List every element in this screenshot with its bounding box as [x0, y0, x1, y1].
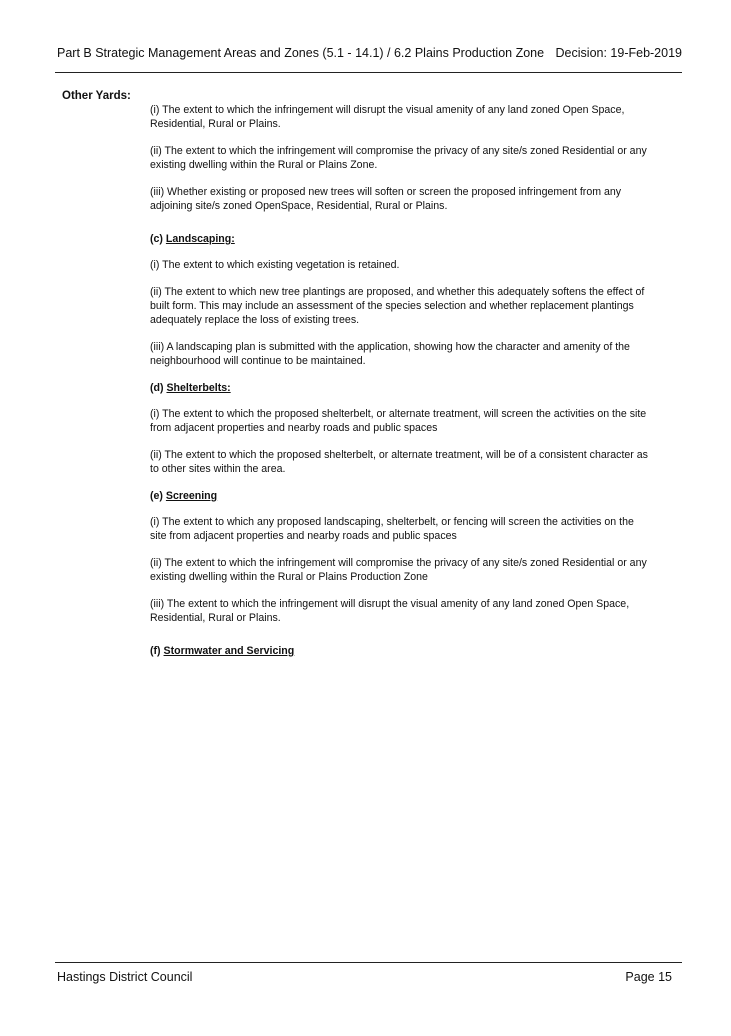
other-yards-label: Other Yards: — [62, 90, 131, 102]
stormwater-heading — [150, 644, 650, 658]
landscaping-item: (iii) A landscaping plan is submitted with the application, showing how the character and amenity of the neighbourhood will continue to be maintained. — [150, 341, 630, 367]
shelterbelts-heading — [150, 381, 650, 395]
screening-heading — [150, 489, 650, 503]
shelterbelts-item: (ii) The extent to which the proposed shelterbelt, or alternate treatment, will be of a consistent character as to other sites within the area. — [150, 449, 648, 475]
landscaping-item: (ii) The extent to which new tree plantings are proposed, and whether this adequately softens the effect of built form. This may include an assessment of the species selection and whether replacement plantings adequately replace the loss of existing trees. — [150, 286, 645, 326]
header-divider — [55, 72, 682, 73]
landscaping-heading — [150, 232, 650, 246]
shelterbelts-title: Shelterbelts: — [166, 382, 231, 394]
shelterbelts-item: (i) The extent to which the proposed shelterbelt, or alternate treatment, will screen the activities on the site from adjacent properties and nearby roads and public spaces — [150, 408, 647, 434]
page-footer — [57, 970, 672, 984]
other-yards-item: (ii) The extent to which the infringement will compromise the privacy of any site/s zoned Residential or any existing dwelling within the Rural or Plains Zone. — [150, 145, 647, 171]
screening-number: (e) — [150, 490, 163, 502]
footer-organization: Hastings District Council — [57, 970, 193, 984]
stormwater-title: Stormwater and Servicing — [163, 645, 295, 657]
landscaping-section — [150, 232, 650, 368]
landscaping-item: (i) The extent to which existing vegetation is retained. — [150, 259, 400, 271]
header-title: Part B Strategic Management Areas and Zones (5.1 - 14.1) / 6.2 Plains Production Zone — [57, 46, 545, 60]
screening-item: (i) The extent to which any proposed landscaping, shelterbelt, or fencing will screen the activities on the site from adjacent properties and nearby roads and public spaces — [150, 516, 634, 542]
screening-item: (iii) The extent to which the infringement will disrupt the visual amenity of any land zoned Open Space, Residential, Rural or Plains. — [150, 598, 630, 624]
other-yards-section — [150, 103, 650, 213]
shelterbelts-section — [150, 381, 650, 476]
screening-section — [150, 489, 650, 625]
stormwater-number: (f) — [150, 645, 161, 657]
document-body — [150, 103, 650, 670]
page-number: Page 15 — [625, 970, 672, 984]
landscaping-title: Landscaping: — [165, 233, 235, 245]
screening-title: Screening — [165, 490, 218, 502]
landscaping-number: (c) — [150, 233, 163, 245]
other-yards-item: (iii) Whether existing or proposed new trees will soften or screen the proposed infringement from any adjoining site/s zoned OpenSpace, Residential, Rural or Plains. — [150, 186, 622, 212]
header-decision-date: Decision: 19-Feb-2019 — [555, 46, 682, 60]
footer-divider — [55, 962, 682, 963]
stormwater-section — [150, 644, 650, 658]
other-yards-item: (i) The extent to which the infringement will disrupt the visual amenity of any land zoned Open Space, Residential, Rural or Plains. — [150, 104, 625, 130]
screening-item: (ii) The extent to which the infringement will compromise the privacy of any site/s zoned Residential or any existing dwelling within the Rural or Plains Production Zone — [150, 557, 647, 583]
shelterbelts-number: (d) — [150, 382, 164, 394]
page-header — [57, 46, 682, 60]
